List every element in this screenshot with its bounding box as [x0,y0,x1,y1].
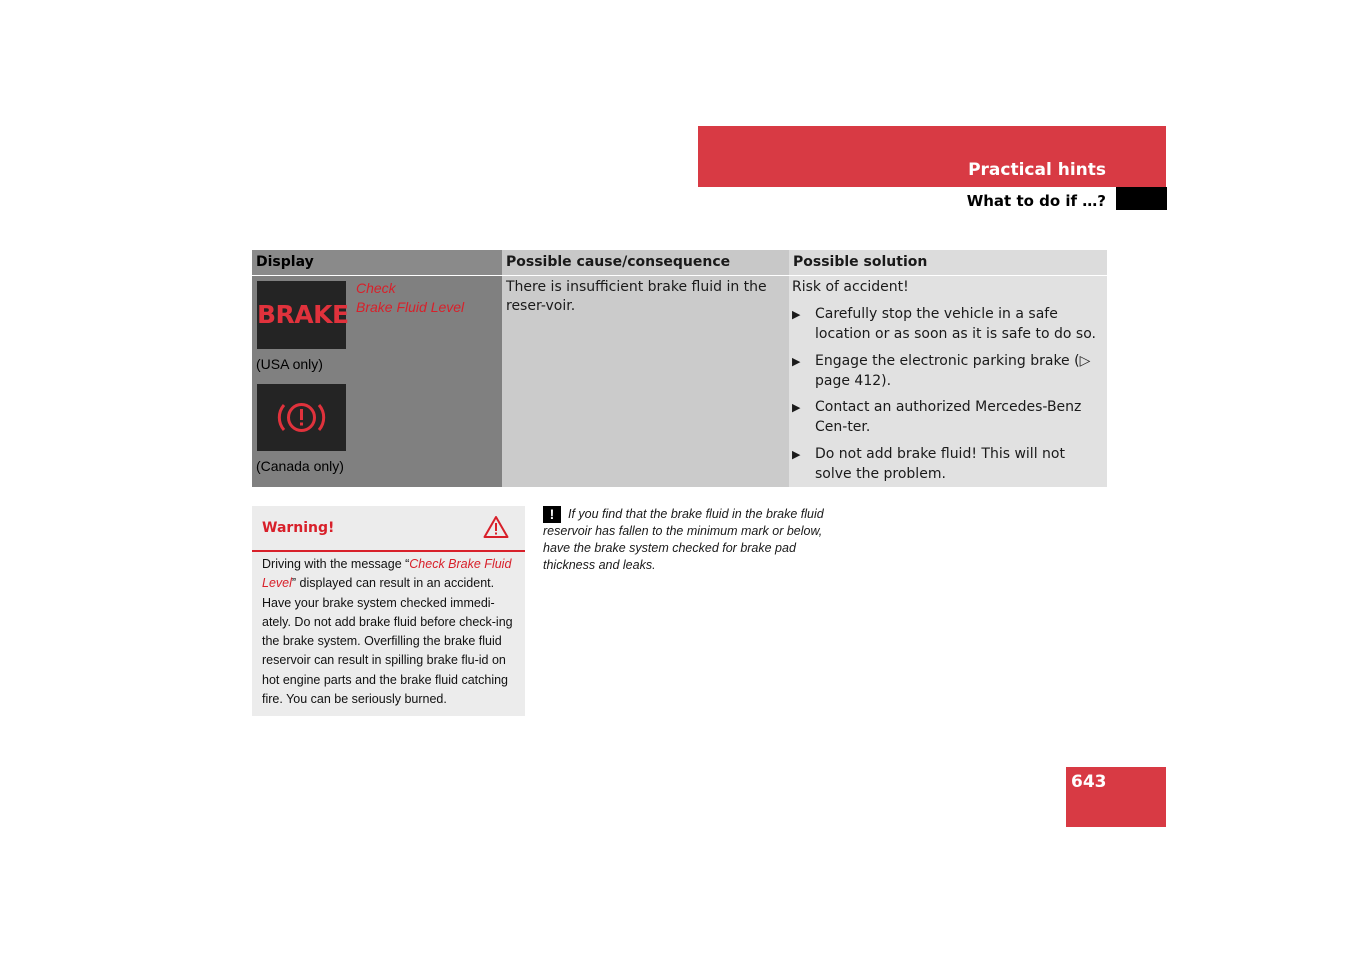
solution-cell [789,275,1107,487]
display-cell [252,275,502,487]
warning-header [252,506,525,552]
warning-box [252,506,525,716]
section-title: Practical hints [968,160,1106,180]
brake-warning-icon [257,384,346,451]
bullet-arrow-icon: ▶ [792,401,801,414]
header-tab-marker [1116,187,1167,210]
solution-step: ▶ Do not add brake fluid! This will not solve the problem. [792,446,1065,482]
solution-step: ▶ Contact an authorized Mercedes-Benz Cen-ter. [792,399,1082,435]
risk-text: Risk of accident! [792,279,909,295]
usa-only-note: (USA only) [256,356,323,372]
cause-cell [502,275,789,487]
warning-message-name: Check Brake Fluid Level [262,557,512,591]
brake-indicator-lamp: BRAKE [257,281,346,349]
column-header-display: Display [252,250,502,275]
exclamation-icon: ! [543,506,561,523]
display-message [356,279,464,317]
display-message-line1: Check [356,280,396,296]
note-text: If you find that the brake fluid in the brake fluid reservoir has fallen to the minimum mark or below, have the brake system checked for brake pad thickness and leaks. [543,507,824,572]
bullet-arrow-icon: ▶ [792,355,801,368]
column-header-solution: Possible solution [789,250,1107,275]
warning-body: Driving with the message “Check Brake Fluid Level” displayed can result in an accident. Have your brake system checked immedi-ately. Do not add brake fluid before check-ing the brake system. Overfilling the brake fluid reservoir can result in spilling brake flu-id on hot engine parts and the brake fluid catching fire. You can be seriously burned. [262,557,513,707]
canada-only-note: (Canada only) [256,458,344,474]
subsection-title: What to do if …? [966,192,1106,210]
note-box [543,506,828,574]
bullet-arrow-icon: ▶ [792,448,801,461]
cause-text: There is insufficient brake fluid in the reser-voir. [506,279,767,314]
solution-step: ▶ Engage the electronic parking brake (▷ page 412). [792,353,1091,389]
warning-title: Warning! [262,520,335,536]
warning-triangle-icon [483,515,509,544]
solution-step: ▶ Carefully stop the vehicle in a safe location or as soon as it is safe to do so. [792,306,1096,342]
column-header-cause: Possible cause/consequence [502,250,789,275]
page-number: 643 [1071,772,1107,792]
bullet-arrow-icon: ▶ [792,308,801,321]
display-message-line2: Brake Fluid Level [356,299,465,315]
display-messages-table [252,250,1107,487]
